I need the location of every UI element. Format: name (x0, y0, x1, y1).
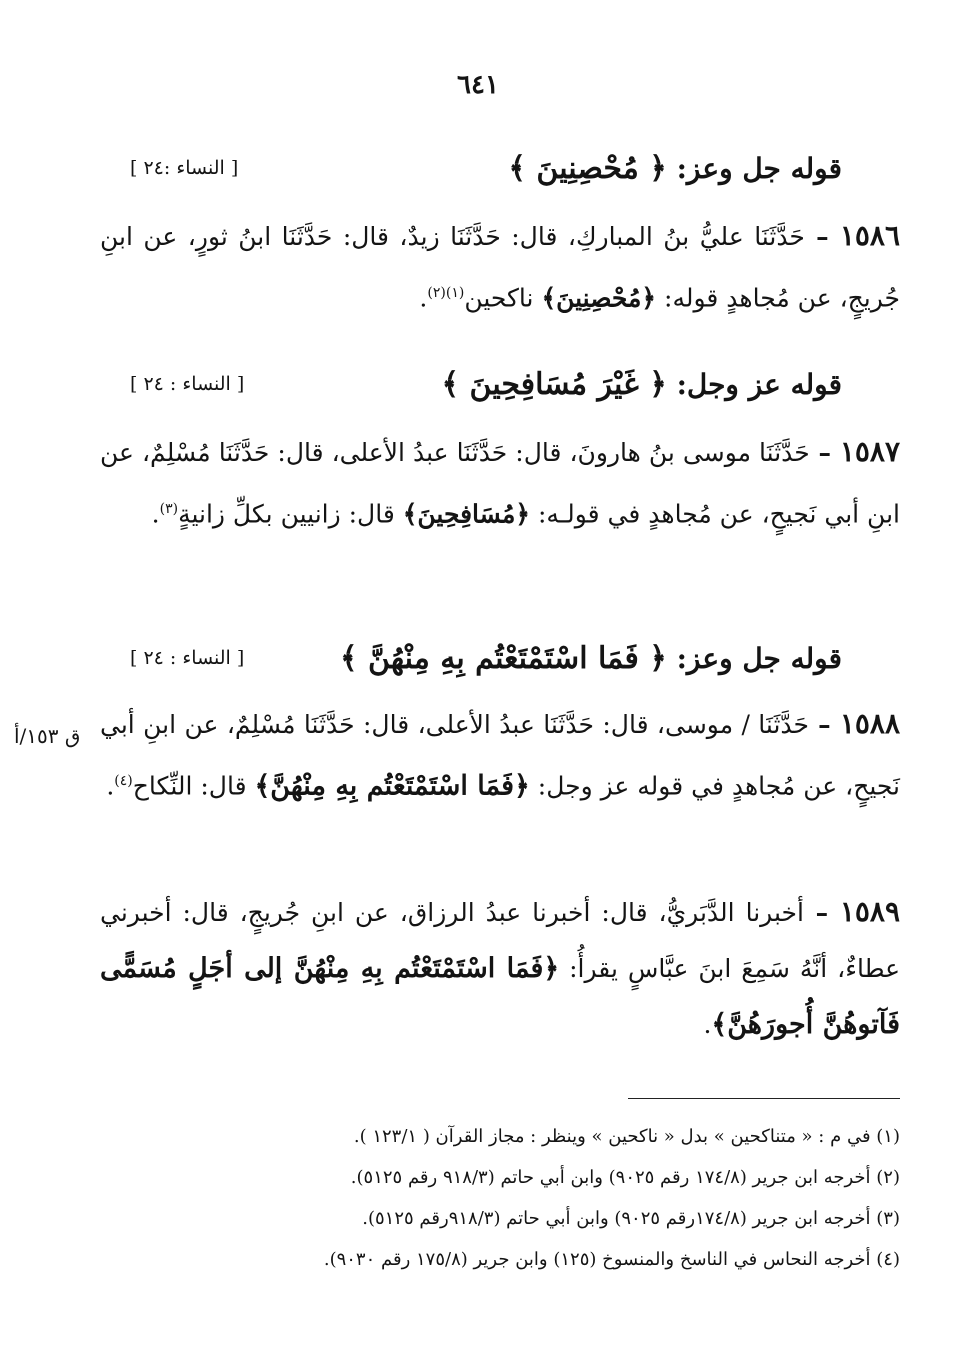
heading-title (340, 641, 842, 676)
quranic-verse: ﴿ مُحْصِنِينَ ﴾ (508, 150, 667, 186)
narration-paragraph (100, 208, 900, 326)
narration-paragraph (100, 884, 900, 1053)
surah-reference: [ النساء : ٢٤ ] (130, 373, 245, 395)
separator-dash: – (809, 438, 840, 467)
section-heading (130, 146, 842, 190)
narration-text-end: قال: النِّكاح (132, 771, 255, 801)
surah-reference: [ النساء :٢٤ ] (130, 157, 239, 179)
narration-number: ١٥٨٩ (839, 895, 900, 928)
period: . (703, 1010, 712, 1039)
section-heading (130, 636, 842, 680)
footnote-item: (٤) أخرجه النحاس في الناسخ والمنسوخ (١٢٥) وابن جرير (١٧٥/٨ رقم ٩٠٣٠). (323, 1249, 900, 1270)
heading-prefix: قوله عز وجل: (666, 367, 842, 401)
separator-dash: – (804, 222, 840, 251)
surah-reference: [ النساء : ٢٤ ] (130, 647, 245, 669)
narration-paragraph (100, 424, 900, 542)
heading-prefix: قوله جل وعز: (666, 151, 842, 185)
quoted-verse: ﴿فَمَا اسْتَمْتَعْتُم بِهِ مِنْهُنَّ﴾ (254, 770, 530, 802)
narration-number: ١٥٨٨ (839, 707, 900, 740)
manuscript-folio-note: ق ١٥٣/أ (14, 724, 81, 748)
footnote-marker: (٤) (114, 773, 133, 789)
narration-number: ١٥٨٦ (839, 219, 900, 252)
footnote-item: (٣) أخرجه ابن جرير (١٧٤/٨رقم ٩٠٢٥) وابن أبي حاتم (٩١٨/٣رقم ٥١٢٥). (362, 1208, 900, 1229)
narration-text: حَدَّثَنَا موسى بنُ هارونَ، قال: حَدَّثَنَا عبدُ الأعلى، قال: حَدَّثَنَا مُسْلِمٌ، عن ابنِ أبي نَجيحٍ، عن مُجاهدٍ في قولـه: (100, 438, 900, 529)
quranic-verse: ﴿ فَمَا اسْتَمْتَعْتُم بِهِ مِنْهُنَّ ﴾ (339, 640, 667, 676)
footnote-marker: (١)(٢) (427, 285, 465, 301)
narration-text-end: ناكحين (464, 283, 542, 313)
period: . (419, 283, 428, 313)
narration-text: أخبرنا الدَّبَريُّ، قال: أخبرنا عبدُ الرزاق، عن ابنِ جُريجٍ، قال: أخبرني عطاءٌ، أنَّهُ سَمِعَ ابنَ عبَّاسٍ يقرأُ: (100, 898, 900, 983)
quranic-verse: ﴿ غَيْرَ مُسَافِحِينَ ﴾ (441, 366, 667, 402)
heading-prefix: قوله جل وعز: (666, 641, 842, 675)
narration-text: حَدَّثَنَا / موسى، قال: حَدَّثَنَا عبدُ الأعلى، قال: حَدَّثَنَا مُسْلِمٌ، عن ابنِ أبي نَجيحٍ، عن مُجاهدٍ في قوله عز وجل: (100, 710, 900, 801)
separator-dash: – (803, 898, 840, 927)
narration-number: ١٥٨٧ (839, 435, 900, 468)
quoted-verse: ﴿مُسَافِحِينَ﴾ (402, 499, 531, 529)
section-heading (130, 362, 842, 406)
page-number: ٦٤١ (457, 70, 499, 100)
narration-text-end: قال: زانيين بكلِّ زانيةٍ (178, 499, 403, 529)
heading-title (508, 151, 842, 186)
footnotes (150, 1116, 900, 1280)
period: . (106, 771, 115, 801)
separator-dash: – (809, 710, 840, 739)
heading-title (441, 367, 842, 402)
quoted-verse: ﴿مُحْصِنِينَ﴾ (541, 283, 657, 313)
narration-text: حَدَّثَنَا عليُّ بنُ المباركِ، قال: حَدَّثَنَا زيدٌ، قال: حَدَّثَنَا ابنُ ثورٍ، عن ابنِ جُريجٍ، عن مُجاهدٍ قوله: (100, 222, 900, 313)
footnote-marker: (٣) (159, 501, 179, 517)
footnote-divider (628, 1098, 900, 1099)
quoted-verse: ﴿فَمَا اسْتَمْتَعْتُم بِهِ مِنْهُنَّ إلى أجَلٍ مُسَمًّى فَآتوهُنَّ أُجورَهُنَّ﴾ (100, 953, 900, 1040)
footnote-item: (٢) أخرجه ابن جرير (١٧٤/٨ رقم ٩٠٢٥) وابن أبي حاتم (٩١٨/٣ رقم ٥١٢٥). (350, 1167, 900, 1188)
narration-paragraph (100, 696, 900, 814)
footnote-item: (١) في م : « متناكحين » بدل « ناكحين » وينظر : مجاز القرآن ( ١٢٣/١ ). (353, 1126, 900, 1147)
period: . (151, 499, 160, 529)
